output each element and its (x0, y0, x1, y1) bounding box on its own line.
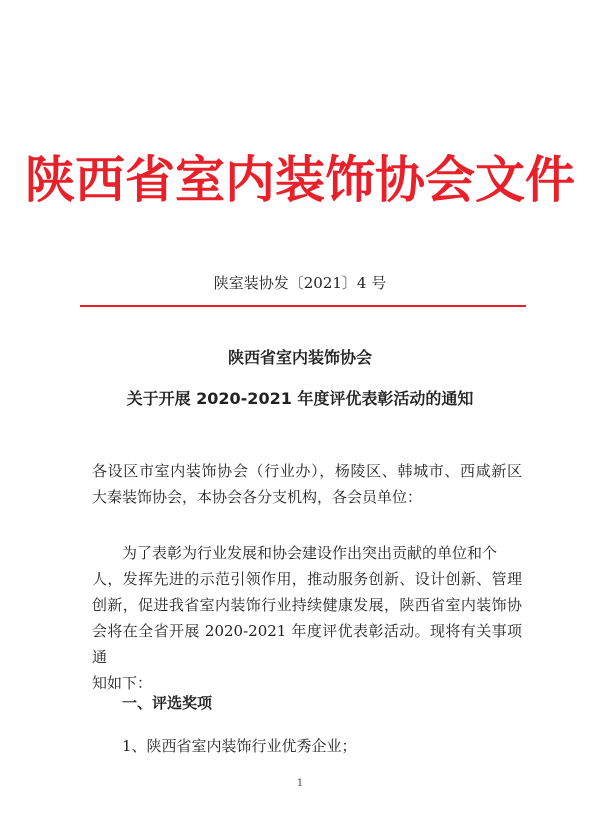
document-number: 陕室装协发〔2021〕4 号 (213, 274, 387, 292)
masthead-title: 陕西省室内装饰协会文件 (25, 150, 575, 209)
addressee-line: 各设区市室内装饰协会（行业办），杨陵区、韩城市、西咸新区 (92, 462, 522, 480)
notice-title-line-1: 陕西省室内装饰协会 (227, 348, 372, 367)
intro-line: 知如下： (92, 674, 153, 692)
red-divider-rule (80, 305, 526, 307)
list-item: 1、陕西省室内装饰行业优秀企业； (122, 737, 357, 755)
page-number: 1 (296, 778, 304, 789)
intro-line: 为了表彰为行业发展和协会建设作出突出贡献的单位和个 (122, 544, 498, 562)
intro-line: 人，发挥先进的示范引领作用，推动服务创新、设计创新、管理 (92, 570, 522, 588)
intro-line: 创新，促进我省室内装饰行业持续健康发展，陕西省室内装饰协 (92, 596, 522, 614)
intro-line: 会将在全省开展 2020-2021 年度评优表彰活动。现将有关事项通 (92, 622, 522, 666)
notice-title-line-2: 关于开展 2020-2021 年度评优表彰活动的通知 (126, 389, 474, 408)
addressee-line: 大秦装饰协会，本协会各分支机构，各会员单位： (92, 488, 423, 506)
section-heading: 一、评选奖项 (122, 694, 213, 712)
addressee-paragraph (92, 458, 522, 510)
intro-paragraph (92, 540, 522, 696)
